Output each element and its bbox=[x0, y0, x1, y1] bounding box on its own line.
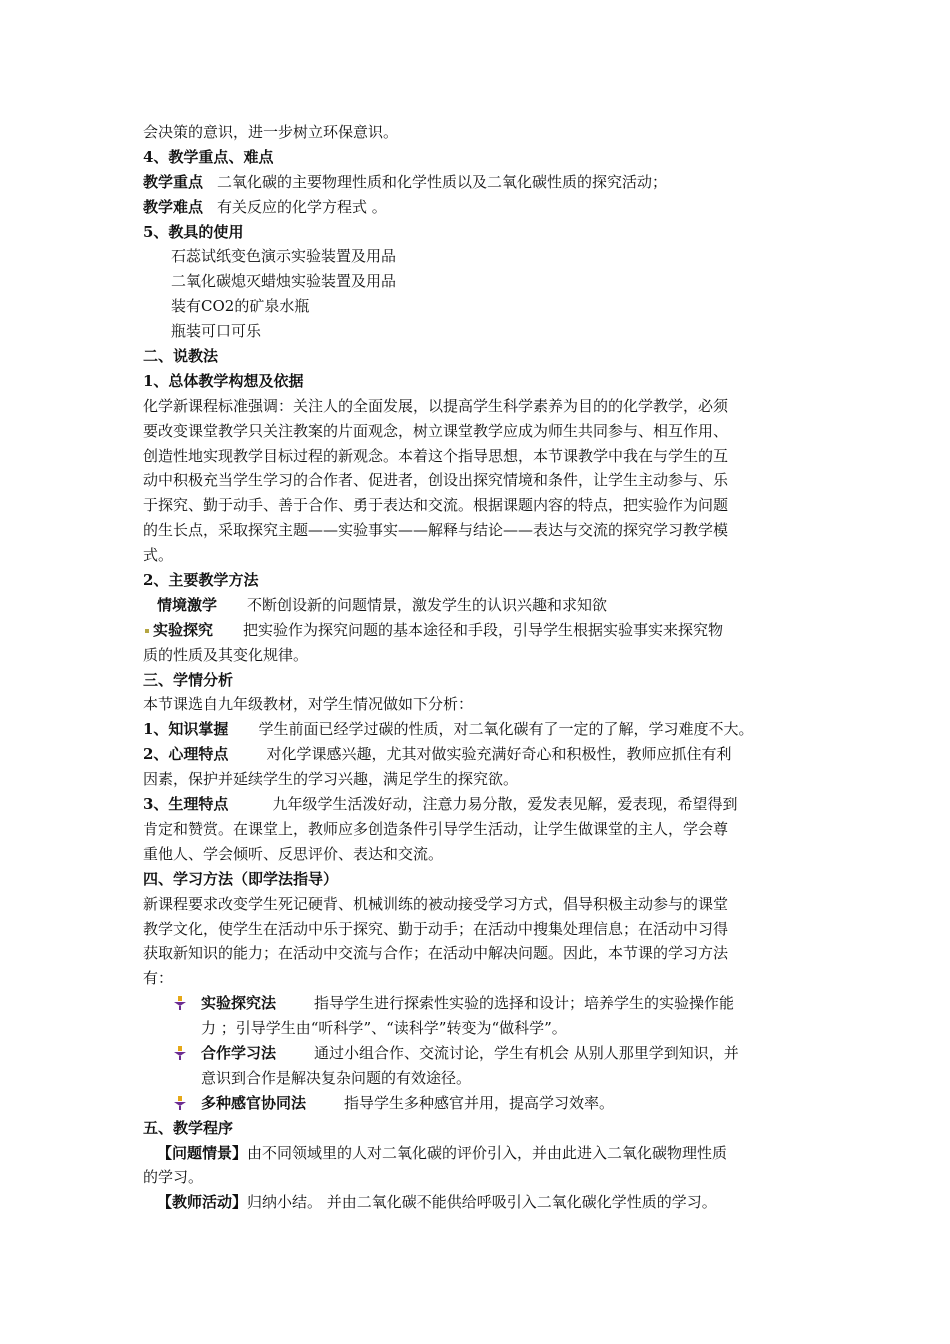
method-text: 把实验作为探究问题的基本途径和手段，引导学生根据实验事实来探究物 bbox=[243, 620, 724, 639]
method-label: 情境激学 bbox=[157, 595, 218, 614]
analysis-label: 3、生理特点 bbox=[143, 795, 229, 814]
paragraph-line: 新课程要求改变学生死记硬背、机械训练的被动接受学习方式，倡导积极主动参与的课堂 bbox=[143, 894, 729, 913]
bullet-text: 通过小组合作、交流讨论，学生有机会 从别人那里学到知识，并 bbox=[314, 1043, 739, 1062]
section-heading-teaching-method: 二、说教法 bbox=[143, 347, 219, 366]
procedure-text: 归纳小结。 并由二氧化碳不能供给呼吸引入二氧化碳化学性质的学习。 bbox=[247, 1193, 717, 1212]
difficulty-label: 教学难点 bbox=[143, 197, 204, 216]
paragraph-line: 创造性地实现教学目标过程的新观念。本着这个指导思想，本节课教学中我在与学生的互 bbox=[143, 446, 729, 465]
section-heading-procedure: 五、教学程序 bbox=[143, 1118, 234, 1137]
pin-bullet-icon bbox=[173, 1096, 187, 1110]
procedure-line bbox=[143, 1141, 815, 1166]
analysis-text: 学生前面已经学过碳的性质，对二氧化碳有了一定的了解，学习难度不大。 bbox=[258, 720, 754, 739]
text-line: 肯定和赞赏。在课堂上，教师应多创造条件引导学生活动，让学生做课堂的主人，学会尊 bbox=[143, 819, 729, 838]
analysis-line bbox=[143, 792, 815, 817]
paragraph-line: 获取新知识的能力；在活动中交流与合作；在活动中解决问题。因此，本节课的学习方法 bbox=[143, 944, 729, 963]
pin-bullet-icon bbox=[173, 996, 187, 1010]
section-heading-student-analysis: 三、学情分析 bbox=[143, 670, 234, 689]
paragraph-line: 要改变课堂教学只关注教案的片面观念，树立课堂教学应成为师生共同参与、相互作用、 bbox=[143, 421, 729, 440]
paragraph-line: 于探究、勤于动手、善于合作、勇于表达和交流。根据课题内容的特点，把实验作为问题 bbox=[143, 496, 729, 515]
tool-item: 瓶装可口可乐 bbox=[171, 322, 262, 341]
difficulty-text: 有关反应的化学方程式 。 bbox=[217, 197, 387, 216]
bullet-item bbox=[143, 1041, 815, 1066]
paragraph-line: 的生长点，采取探究主题——实验事实——解释与结论——表达与交流的探究学习教学模 bbox=[143, 521, 729, 540]
analysis-text: 九年级学生活泼好动，注意力易分散，爱发表见解，爱表现，希望得到 bbox=[272, 795, 738, 814]
paragraph-line: 有： bbox=[143, 969, 174, 988]
method-line bbox=[143, 593, 815, 618]
procedure-line bbox=[143, 1190, 815, 1215]
text-line: 的学习。 bbox=[143, 1168, 204, 1187]
analysis-label: 1、知识掌握 bbox=[143, 720, 229, 739]
tool-item: 石蕊试纸变色演示实验装置及用品 bbox=[171, 247, 397, 266]
subheading-tools: 5、教具的使用 bbox=[143, 222, 244, 241]
key-text: 二氧化碳的主要物理性质和化学性质以及二氧化碳性质的探究活动； bbox=[217, 172, 668, 191]
analysis-label: 2、心理特点 bbox=[143, 745, 229, 764]
paragraph-line: 教学文化，使学生在活动中乐于探究、勤于动手；在活动中搜集处理信息；在活动中习得 bbox=[143, 919, 729, 938]
text-line: 会决策的意识，进一步树立环保意识。 bbox=[143, 123, 399, 141]
paragraph-line: 动中积极充当学生学习的合作者、促进者，创设出探究情境和条件，让学生主动参与、乐 bbox=[143, 471, 729, 490]
document-body bbox=[143, 120, 815, 1215]
paragraph-line: 式。 bbox=[143, 546, 174, 565]
bullet-continuation: 力 ；引导学生由“听科学”、“读科学”转变为“做科学”。 bbox=[201, 1019, 567, 1038]
procedure-label: 【教师活动】 bbox=[157, 1193, 248, 1212]
text-line: 因素，保护并延续学生的学习兴趣，满足学生的探究欲。 bbox=[143, 770, 519, 789]
paragraph-line: 化学新课程标准强调：关注人的全面发展，以提高学生科学素养为目的的化学教学，必须 bbox=[143, 396, 729, 415]
procedure-text: 由不同领域里的人对二氧化碳的评价引入，并由此进入二氧化碳物理性质 bbox=[247, 1143, 728, 1162]
tool-item: 装有CO2的矿泉水瓶 bbox=[171, 297, 310, 316]
method-label: 实验探究 bbox=[153, 620, 214, 639]
bullet-label: 多种感官协同法 bbox=[201, 1093, 307, 1112]
tool-item: 二氧化碳熄灭蜡烛实验装置及用品 bbox=[171, 272, 397, 291]
analysis-line bbox=[143, 742, 815, 767]
bullet-continuation: 意识到合作是解决复杂问题的有效途径。 bbox=[201, 1068, 472, 1087]
key-label: 教学重点 bbox=[143, 172, 204, 191]
pin-bullet-icon bbox=[173, 1046, 187, 1060]
subheading-overall-concept: 1、总体教学构想及依据 bbox=[143, 371, 304, 390]
bullet-label: 实验探究法 bbox=[201, 994, 277, 1013]
analysis-line bbox=[143, 717, 815, 742]
subheading-key-points: 4、教学重点、难点 bbox=[143, 147, 274, 166]
text-line: 重他人、学会倾听、反思评价、表达和交流。 bbox=[143, 844, 444, 863]
analysis-text: 对化学课感兴趣，尤其对做实验充满好奇心和积极性，教师应抓住有利 bbox=[266, 745, 732, 764]
subheading-main-methods: 2、主要教学方法 bbox=[143, 571, 259, 590]
bullet-item bbox=[143, 991, 815, 1016]
marker-dot bbox=[145, 629, 149, 633]
bullet-item bbox=[143, 1091, 815, 1116]
bullet-text: 指导学生多种感官并用，提高学习效率。 bbox=[344, 1093, 615, 1112]
text-line: 本节课选自九年级教材，对学生情况做如下分析： bbox=[143, 695, 474, 714]
text-line: 质的性质及其变化规律。 bbox=[143, 645, 309, 664]
difficulty-line bbox=[143, 195, 815, 220]
procedure-label: 【问题情景】 bbox=[157, 1143, 248, 1162]
bullet-label: 合作学习法 bbox=[201, 1043, 277, 1062]
method-line bbox=[143, 618, 815, 643]
key-point-line bbox=[143, 170, 815, 195]
bullet-text: 指导学生进行探索性实验的选择和设计；培养学生的实验操作能 bbox=[314, 994, 735, 1013]
section-heading-learning-methods: 四、学习方法（即学法指导） bbox=[143, 869, 339, 888]
method-text: 不断创设新的问题情景，激发学生的认识兴趣和求知欲 bbox=[247, 595, 608, 614]
